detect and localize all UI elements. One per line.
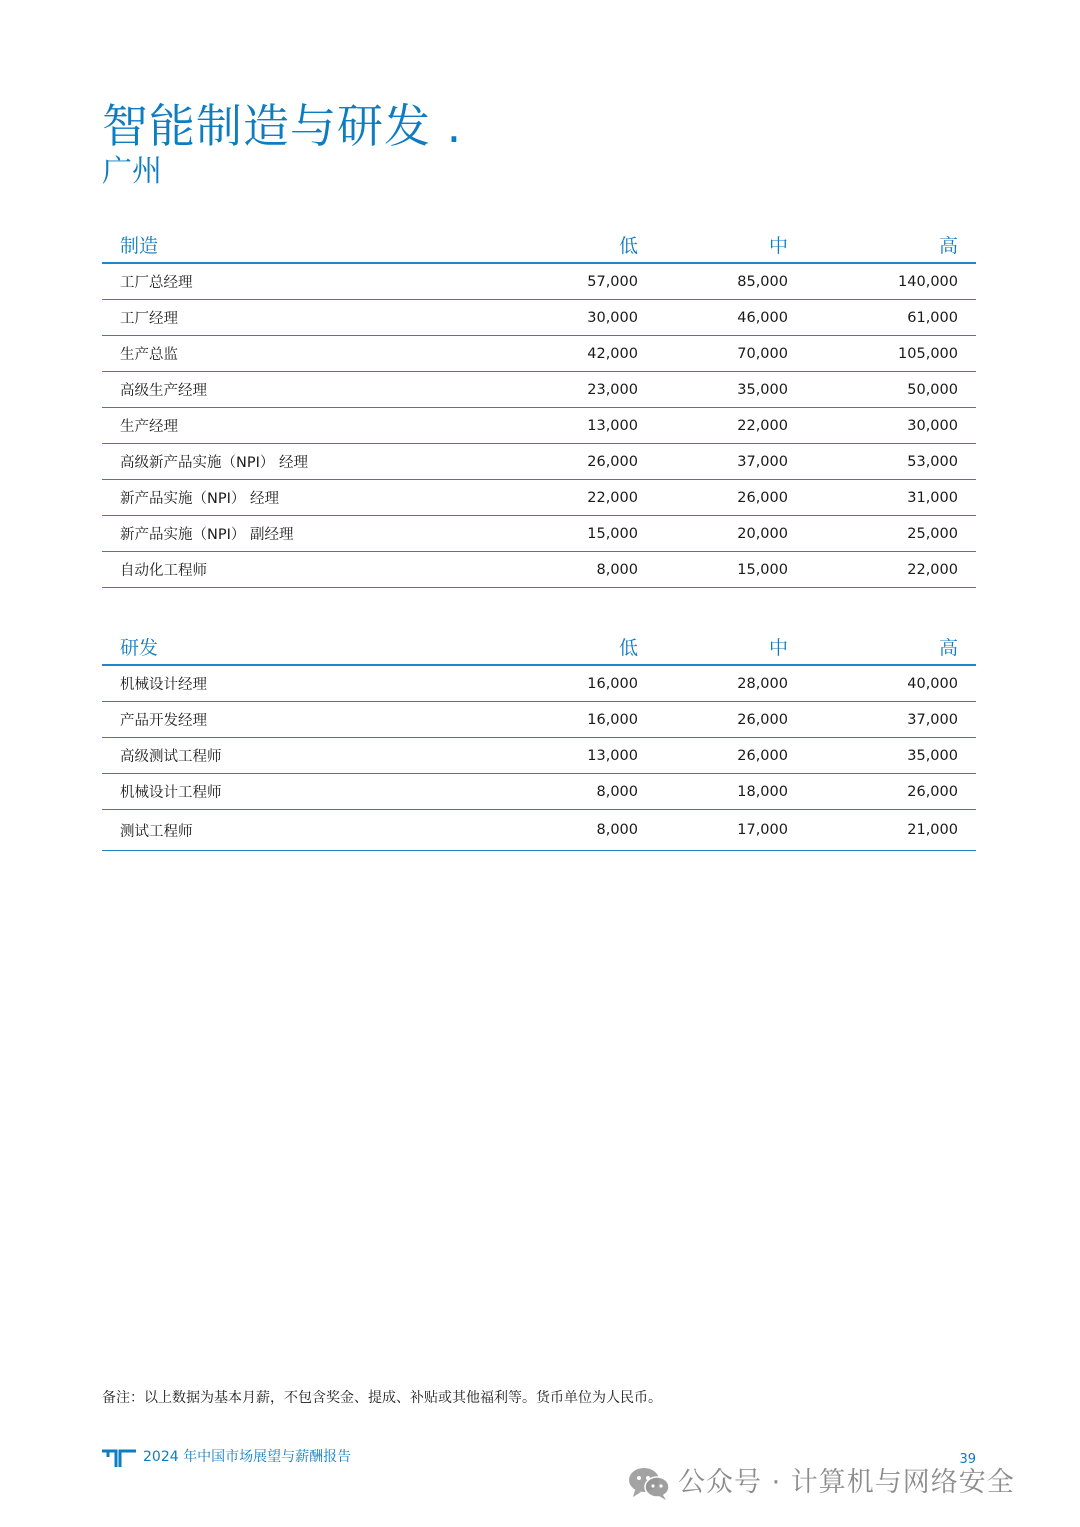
salary-mid-cell: 22,000: [656, 408, 806, 444]
table-row: [102, 738, 976, 774]
job-title-cell: 高级新产品实施（NPI） 经理: [102, 444, 476, 480]
salary-low-cell: 13,000: [476, 408, 656, 444]
job-title-cell: 高级生产经理: [102, 372, 476, 408]
manufacturing-salary-table: [102, 226, 976, 588]
salary-mid-cell: 15,000: [656, 552, 806, 588]
salary-high-cell: 140,000: [806, 263, 976, 300]
table-row: [102, 372, 976, 408]
table-row: [102, 263, 976, 300]
salary-low-cell: 8,000: [476, 552, 656, 588]
salary-high-cell: 40,000: [806, 665, 976, 702]
salary-low-cell: 57,000: [476, 263, 656, 300]
salary-low-cell: 8,000: [476, 810, 656, 851]
salary-mid-cell: 26,000: [656, 480, 806, 516]
salary-mid-cell: 46,000: [656, 300, 806, 336]
table-header-row: [102, 628, 976, 665]
salary-low-cell: 26,000: [476, 444, 656, 480]
salary-mid-cell: 28,000: [656, 665, 806, 702]
job-title-cell: 生产总监: [102, 336, 476, 372]
salary-mid-cell: 26,000: [656, 738, 806, 774]
company-logo-icon: [102, 1449, 136, 1467]
salary-low-cell: 16,000: [476, 702, 656, 738]
table-row: [102, 516, 976, 552]
table-row: [102, 774, 976, 810]
header-high: 高: [806, 628, 976, 665]
table-row: [102, 552, 976, 588]
salary-high-cell: 21,000: [806, 810, 976, 851]
salary-low-cell: 15,000: [476, 516, 656, 552]
job-title-cell: 自动化工程师: [102, 552, 476, 588]
salary-high-cell: 105,000: [806, 336, 976, 372]
page-title: 智能制造与研发 .: [102, 99, 463, 153]
header-mid: 中: [656, 226, 806, 263]
job-title-cell: 产品开发经理: [102, 702, 476, 738]
job-title-cell: 测试工程师: [102, 810, 476, 851]
table-row: [102, 810, 976, 851]
salary-high-cell: 35,000: [806, 738, 976, 774]
salary-mid-cell: 17,000: [656, 810, 806, 851]
job-title-cell: 新产品实施（NPI） 副经理: [102, 516, 476, 552]
salary-low-cell: 23,000: [476, 372, 656, 408]
rd-salary-table: [102, 628, 976, 851]
header-high: 高: [806, 226, 976, 263]
footer-report-title: 2024 年中国市场展望与薪酬报告: [143, 1449, 352, 1465]
job-title-cell: 工厂总经理: [102, 263, 476, 300]
table-row: [102, 408, 976, 444]
salary-mid-cell: 37,000: [656, 444, 806, 480]
page-subtitle-city: 广州: [102, 154, 162, 189]
table-row: [102, 300, 976, 336]
job-title-cell: 高级测试工程师: [102, 738, 476, 774]
salary-high-cell: 30,000: [806, 408, 976, 444]
table-row: [102, 702, 976, 738]
salary-low-cell: 16,000: [476, 665, 656, 702]
salary-low-cell: 13,000: [476, 738, 656, 774]
salary-mid-cell: 35,000: [656, 372, 806, 408]
job-title-cell: 生产经理: [102, 408, 476, 444]
job-title-cell: 工厂经理: [102, 300, 476, 336]
salary-high-cell: 25,000: [806, 516, 976, 552]
job-title-cell: 机械设计经理: [102, 665, 476, 702]
header-low: 低: [476, 628, 656, 665]
header-category: 研发: [102, 628, 476, 665]
salary-high-cell: 53,000: [806, 444, 976, 480]
salary-high-cell: 37,000: [806, 702, 976, 738]
salary-low-cell: 30,000: [476, 300, 656, 336]
salary-low-cell: 22,000: [476, 480, 656, 516]
salary-low-cell: 42,000: [476, 336, 656, 372]
job-title-cell: 机械设计工程师: [102, 774, 476, 810]
wechat-watermark: [628, 1463, 1015, 1503]
table-header-row: [102, 226, 976, 263]
salary-mid-cell: 18,000: [656, 774, 806, 810]
salary-high-cell: 61,000: [806, 300, 976, 336]
salary-mid-cell: 26,000: [656, 702, 806, 738]
table-row: [102, 444, 976, 480]
header-mid: 中: [656, 628, 806, 665]
salary-mid-cell: 85,000: [656, 263, 806, 300]
table-row: [102, 480, 976, 516]
salary-high-cell: 22,000: [806, 552, 976, 588]
watermark-text: 公众号 · 计算机与网络安全: [678, 1467, 1015, 1498]
header-category: 制造: [102, 226, 476, 263]
salary-low-cell: 8,000: [476, 774, 656, 810]
salary-high-cell: 26,000: [806, 774, 976, 810]
salary-high-cell: 31,000: [806, 480, 976, 516]
salary-mid-cell: 70,000: [656, 336, 806, 372]
table-row: [102, 665, 976, 702]
page-number: 39: [959, 1452, 976, 1467]
job-title-cell: 新产品实施（NPI） 经理: [102, 480, 476, 516]
salary-mid-cell: 20,000: [656, 516, 806, 552]
header-low: 低: [476, 226, 656, 263]
footnote: 备注：以上数据为基本月薪，不包含奖金、提成、补贴或其他福利等。货币单位为人民币。: [102, 1390, 662, 1406]
table-row: [102, 336, 976, 372]
salary-high-cell: 50,000: [806, 372, 976, 408]
wechat-icon: [628, 1466, 670, 1500]
